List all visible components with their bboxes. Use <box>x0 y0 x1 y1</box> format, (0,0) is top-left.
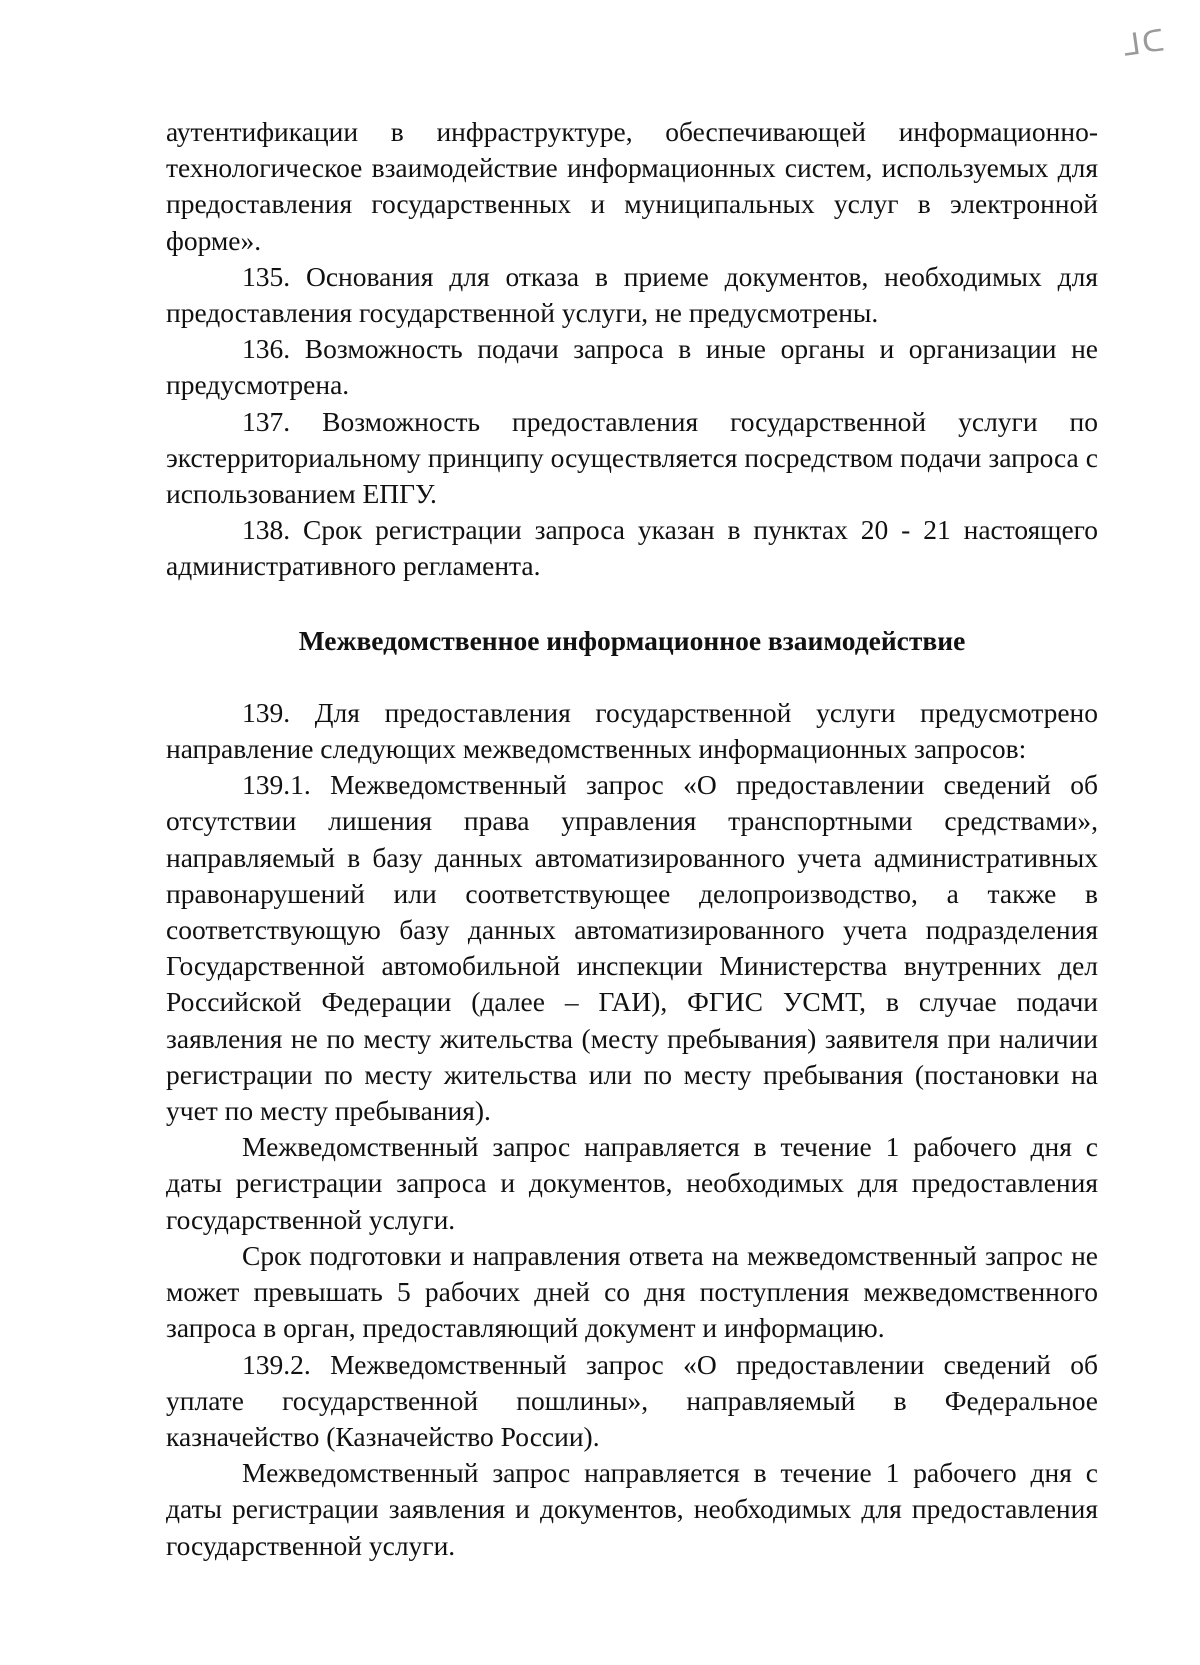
paragraph-response-deadline: Срок подготовки и направления ответа на межведомственный запрос не может превышать 5 рабочих дней со дня поступления межведомственного запроса в орган, предоставляющий документ и информацию. <box>166 1239 1098 1344</box>
paragraph-139-2: 139.2. Межведомственный запрос «О предоставлении сведений об уплате государственной пошлины», направляемый в Федеральное казначейство (Казначейство России). <box>166 1348 1098 1452</box>
spacer <box>166 585 1098 623</box>
paragraph-139: 139. Для предоставления государственной услуги предусмотрено направление следующих межведомственных информационных запросов: <box>166 696 1098 765</box>
paragraph-136: 136. Возможность подачи запроса в иные органы и организации не предусмотрена. <box>166 333 1098 401</box>
spacer <box>166 659 1098 695</box>
paragraph-138: 138. Срок регистрации запроса указан в пунктах 20 - 21 настоящего административного регламента. <box>166 514 1098 582</box>
paragraph-139-1: 139.1. Межведомственный запрос «О предоставлении сведений об отсутствии лишения права управления транспортными средствами», направляемый в базу данных автоматизированного учета административных правонарушений или соответствующее делопроизводство, а также в соответствующую базу данных автоматизированного учета подразделения Государственной автомобильной инспекции Министерства внутренних дел Российской Федерации (далее – ГАИ), ФГИС УСМТ, в случае подачи заявления не по месту жительства (месту пребывания) заявителя при наличии регистрации по месту жительства или по месту пребывания (постановки на учет по месту пребывания). <box>166 769 1098 1127</box>
paragraph-continuation: аутентификации в инфраструктуре, обеспечивающей информационно-технологическое взаимодействие информационных систем, используемых для предоставления государственных и муниципальных услуг в электронной форме». <box>166 116 1098 256</box>
section-heading: Межведомственное информационное взаимодействие <box>298 624 966 656</box>
paragraph-request-timing-2: Межведомственный запрос направляется в течение 1 рабочего дня с даты регистрации заявления и документов, необходимых для предоставления государственной услуги. <box>166 1457 1098 1561</box>
handwritten-page-mark: ᒧᑕ <box>1119 24 1169 63</box>
paragraph-137: 137. Возможность предоставления государственной услуги по экстерриториальному принципу осуществляется посредством подачи запроса с использованием ЕПГУ. <box>166 405 1098 510</box>
paragraph-135: 135. Основания для отказа в приеме документов, необходимых для предоставления государственной услуги, не предусмотрены. <box>166 260 1098 329</box>
paragraph-request-timing-1: Межведомственный запрос направляется в течение 1 рабочего дня с даты регистрации запроса и документов, необходимых для предоставления государственной услуги. <box>166 1131 1098 1235</box>
document-body <box>166 114 1098 1564</box>
